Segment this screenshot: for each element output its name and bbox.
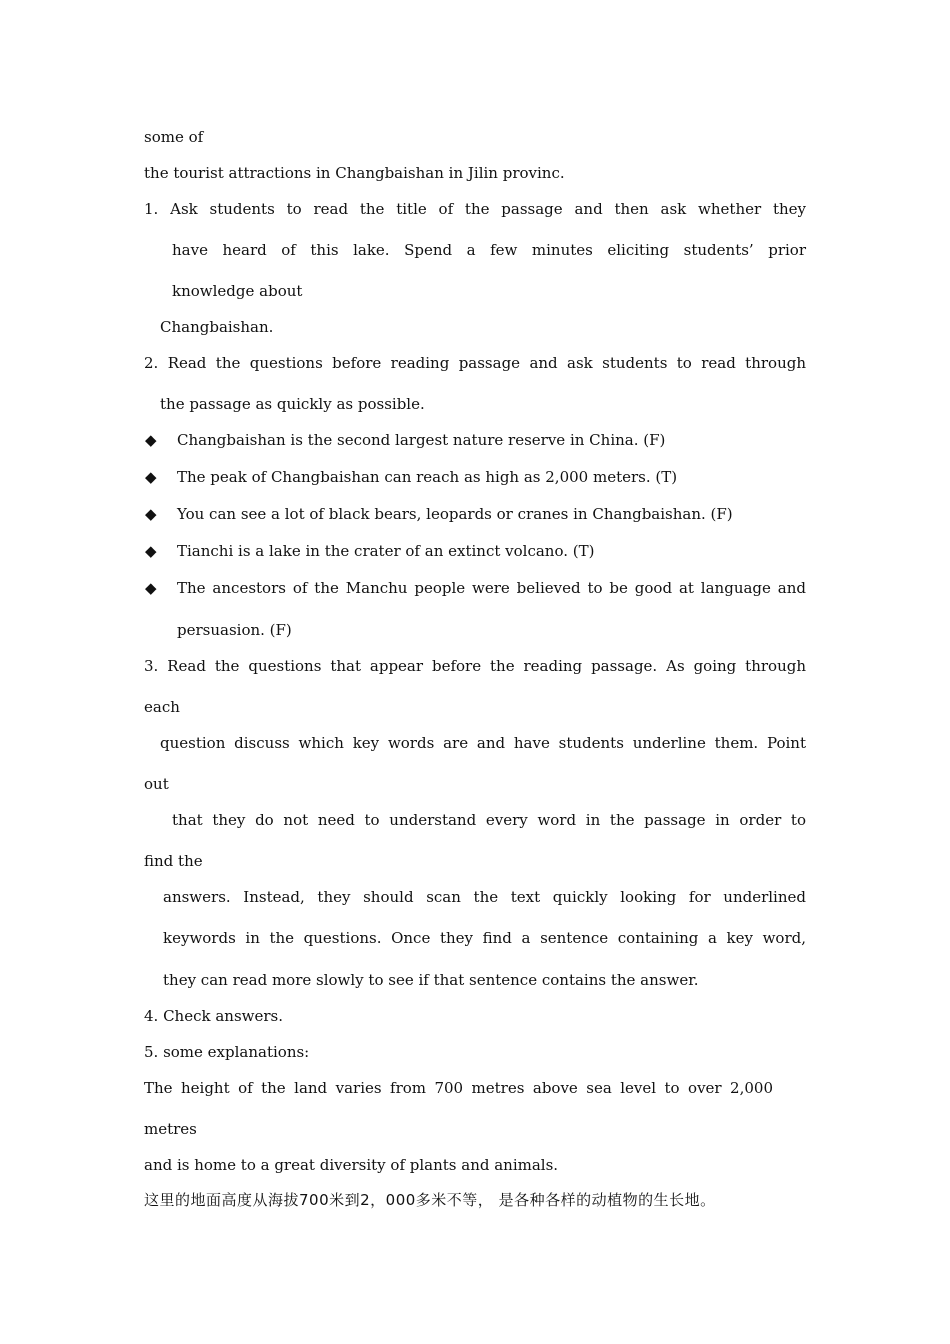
step-1-line: have heard of this lake. Spend a few minutes eliciting students’ prior: [172, 241, 806, 259]
diamond-bullet-icon: ◆: [145, 542, 157, 560]
chinese-translation-line: 这里的地面高度从海拔700米到2，000多米不等， 是各种各样的动植物的生长地。: [144, 1191, 716, 1209]
step-3-line: question discuss which key words are and have students underline them. Point: [160, 734, 806, 752]
diamond-bullet-icon: ◆: [145, 579, 157, 597]
step-3-line: find the: [144, 852, 203, 870]
explanation-line: and is home to a great diversity of plants and animals.: [144, 1156, 559, 1174]
step-3-line: out: [144, 775, 169, 793]
step-2-line: 2. Read the questions before reading passage and ask students to read through: [144, 354, 806, 372]
question-item: The ancestors of the Manchu people were believed to be good at language and: [177, 579, 806, 597]
step-3-line: that they do not need to understand every word in the passage in order to: [172, 811, 806, 829]
step-1-line: Changbaishan.: [160, 318, 274, 336]
step-3-line: they can read more slowly to see if that sentence contains the answer.: [163, 971, 699, 989]
question-item: persuasion. (F): [177, 621, 292, 639]
question-item: The peak of Changbaishan can reach as high as 2,000 meters. (T): [177, 468, 678, 486]
step-3-line: answers. Instead, they should scan the text quickly looking for underlined: [163, 888, 806, 906]
step-2-line: the passage as quickly as possible.: [160, 395, 425, 413]
step-3-line: each: [144, 698, 180, 716]
question-item: You can see a lot of black bears, leopards or cranes in Changbaishan. (F): [177, 505, 733, 523]
explanation-line: metres: [144, 1120, 197, 1138]
step-5-line: 5. some explanations:: [144, 1043, 310, 1061]
question-item: Tianchi is a lake in the crater of an extinct volcano. (T): [177, 542, 595, 560]
question-item: Changbaishan is the second largest nature reserve in China. (F): [177, 431, 666, 449]
step-1-line: knowledge about: [172, 282, 303, 300]
text-line: the tourist attractions in Changbaishan in Jilin provinc.: [144, 164, 565, 182]
step-3-line: keywords in the questions. Once they find a sentence containing a key word,: [163, 929, 806, 947]
step-3-line: 3. Read the questions that appear before the reading passage. As going through: [144, 657, 806, 675]
diamond-bullet-icon: ◆: [145, 468, 157, 486]
explanation-line: The height of the land varies from 700 metres above sea level to over 2,000: [144, 1079, 773, 1097]
diamond-bullet-icon: ◆: [145, 505, 157, 523]
step-4-line: 4. Check answers.: [144, 1007, 284, 1025]
step-1-line: 1. Ask students to read the title of the passage and then ask whether they: [144, 200, 806, 218]
diamond-bullet-icon: ◆: [145, 431, 157, 449]
text-line: some of: [144, 128, 204, 146]
